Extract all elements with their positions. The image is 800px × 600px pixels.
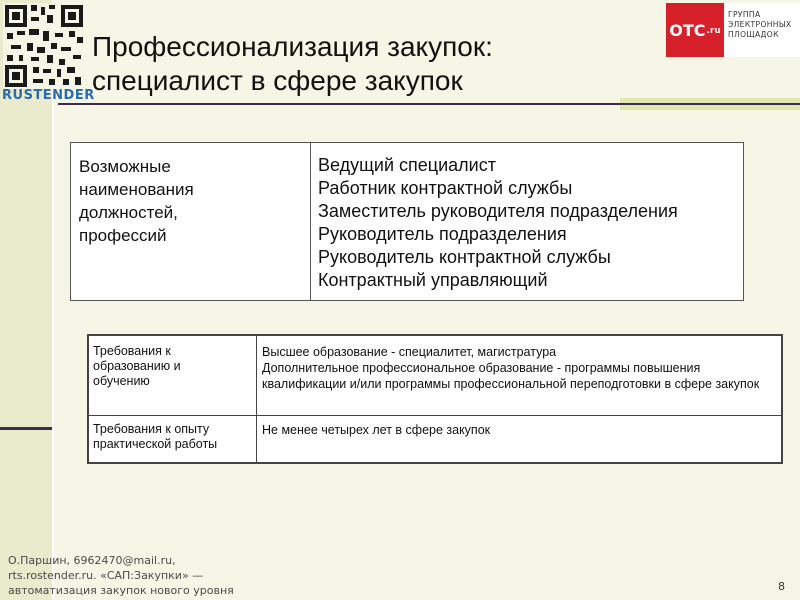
requirement-label-line: обучению xyxy=(93,374,150,388)
positions-table xyxy=(70,142,744,301)
requirement-label-line: практической работы xyxy=(93,437,218,451)
position-item: Работник контрактной службы xyxy=(318,178,573,198)
otc-logo-caption: ГРУППА ЭЛЕКТРОННЫХ ПЛОЩАДОК xyxy=(728,10,792,39)
title-underline xyxy=(58,103,800,105)
left-strip-divider xyxy=(0,427,52,430)
position-item: Руководитель контрактной службы xyxy=(318,247,611,267)
footer-credits xyxy=(8,553,328,598)
requirements-table xyxy=(87,334,783,464)
position-item: Ведущий специалист xyxy=(318,155,496,175)
requirement-value xyxy=(257,416,781,462)
slide-title xyxy=(92,30,652,98)
positions-list xyxy=(311,143,743,300)
otc-logo-mark xyxy=(666,3,724,57)
otc-logo-suffix: .ru xyxy=(706,26,721,36)
requirement-value-line: Дополнительное профессиональное образование - программы повышения квалификации и/или программы профессиональной переподготовки в сфере закупок xyxy=(262,361,760,391)
table-row xyxy=(89,336,781,416)
requirement-label-line: Требования к xyxy=(93,344,171,358)
footer-line: rts.rostender.ru. «САП:Закупки» — xyxy=(8,569,204,582)
otc-logo xyxy=(666,3,800,57)
requirement-value xyxy=(257,336,781,415)
positions-header-line: Возможные xyxy=(79,157,171,176)
position-item: Заместитель руководителя подразделения xyxy=(318,201,678,221)
positions-header-line: наименования xyxy=(79,180,194,199)
footer-line: О.Паршин, 6962470@mail.ru, xyxy=(8,554,176,567)
otc-logo-main: OTC xyxy=(669,20,706,40)
requirement-value-line: Высшее образование - специалитет, магистратура xyxy=(262,345,557,359)
title-line-2: специалист в сфере закупок xyxy=(92,65,463,96)
requirement-label xyxy=(89,336,257,415)
positions-table-header-cell xyxy=(71,143,311,300)
footer-line: автоматизация закупок нового уровня xyxy=(8,584,234,597)
table-row xyxy=(89,416,781,462)
brand-logo-text: RUSTENDER xyxy=(2,88,95,103)
page-number: 8 xyxy=(778,580,785,593)
position-item: Контрактный управляющий xyxy=(318,270,548,290)
position-item: Руководитель подразделения xyxy=(318,224,567,244)
title-line-1: Профессионализация закупок: xyxy=(92,31,493,62)
requirement-label-line: Требования к опыту xyxy=(93,422,210,436)
requirement-label-line: образованию и xyxy=(93,359,181,373)
requirement-label xyxy=(89,416,257,462)
qr-code-logo-icon xyxy=(3,3,85,89)
positions-header-line: должностей, xyxy=(79,203,178,222)
positions-header-line: профессий xyxy=(79,226,167,245)
requirement-value-line: Не менее четырех лет в сфере закупок xyxy=(262,423,491,437)
